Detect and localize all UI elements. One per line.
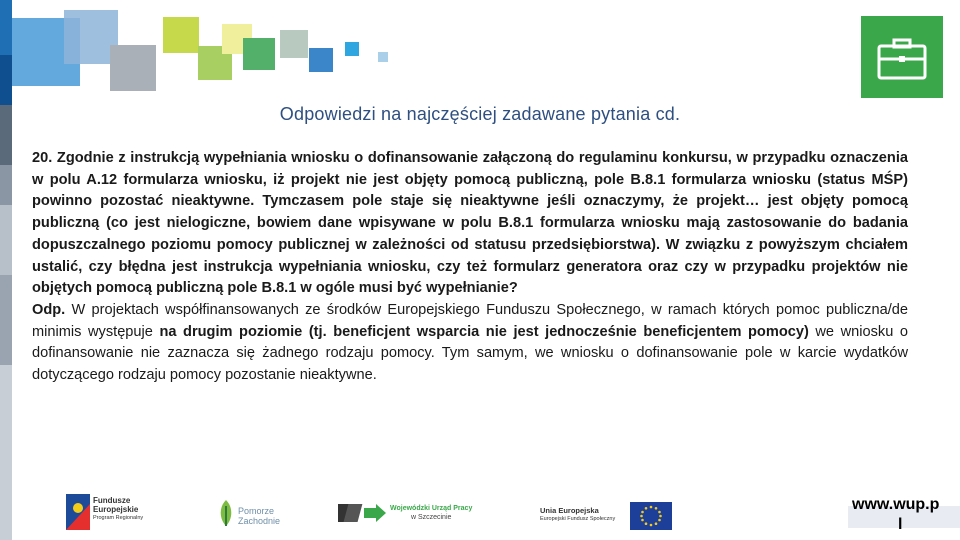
logo-pomorze-zachodnie: [216, 494, 286, 532]
logo-fundusze-europejskie: [66, 494, 156, 532]
briefcase-icon: [861, 16, 943, 98]
logo-wup-szczecin: [338, 494, 488, 532]
decor-square: [378, 52, 388, 62]
logo3-line1: Wojewódzki Urząd Pracy: [390, 505, 473, 512]
logo1-line3: Program Regionalny: [93, 515, 144, 521]
decor-square: [309, 48, 333, 72]
website-link[interactable]: [848, 496, 960, 540]
logo2-line2: Zachodnie: [238, 516, 281, 526]
logo1-line1: Fundusze: [93, 496, 131, 505]
website-text: www.wup.p: [852, 496, 940, 513]
briefcase-tile: [861, 16, 943, 98]
website-overflow-text: l: [898, 516, 903, 533]
logo1-line2: Europejskie: [93, 505, 139, 514]
logo4-line2: Europejski Fundusz Społeczny: [540, 516, 616, 522]
eu-flag-icon: [630, 502, 672, 530]
left-color-strip: [0, 0, 12, 540]
faq-question: 20. Zgodnie z instrukcją wypełniania wniosku o dofinansowanie załączoną do regulaminu konkursu, w przypadku oznaczenia w polu A.12 formularza wniosku, iż projekt nie jest objęty pomocą publiczną, pole B.8.1 formularza wniosku (status MŚP) powinno pozostać nieaktywne. Tymczasem pole staje się nieaktywne jeśli oznaczymy, że projekt… jest objęty pomocą publiczną (co jest nielogiczne, bowiem dane wpisywane w polu B.8.1 formularza wniosku mają zastosowanie do badania dopuszczalnego poziomu pomocy publicznej w zależności od statusu przedsiębiorstwa). W związku z powyższym chciałem ustalić, czy błędna jest instrukcja wypełniania wniosku, czy też formularz generatora oraz czy w przypadku projektów nie objętych pomocą publiczną pole B.8.1 w ogóle musi być wypełnianie?: [32, 150, 908, 297]
faq-content: [32, 148, 908, 387]
decor-square: [163, 17, 199, 53]
faq-answer: [32, 300, 908, 387]
decor-square: [280, 30, 308, 58]
answer-text-2: we wniosku o dofinansowanie nie zaznacza się żadnego rodzaju pomocy. Tym samym, we wniosku o dofinansowanie pole w karcie wydatków dotyczącego rodzaju pomocy pozostanie nieaktywne.: [32, 323, 908, 384]
decor-square: [110, 45, 156, 91]
logo4-line1: Unia Europejska: [540, 506, 599, 515]
answer-label: Odp.: [32, 301, 66, 318]
decor-square: [243, 38, 275, 70]
logo-unia-europejska: [540, 494, 680, 532]
decor-square: [345, 42, 359, 56]
answer-text-bold: na drugim poziomie (tj. beneficjent wsparcia nie jest jednocześnie beneficjentem pomocy): [159, 323, 809, 340]
logo2-line1: Pomorze: [238, 506, 275, 516]
page-title: Odpowiedzi na najczęściej zadawane pytania cd.: [279, 104, 681, 124]
answer-text-1: W projektach współfinansowanych ze środków Europejskiego Funduszu Społecznego, w ramach których pomoc publiczna/de minimis występuje: [32, 301, 908, 340]
logo3-line2: w Szczecinie: [410, 514, 452, 521]
